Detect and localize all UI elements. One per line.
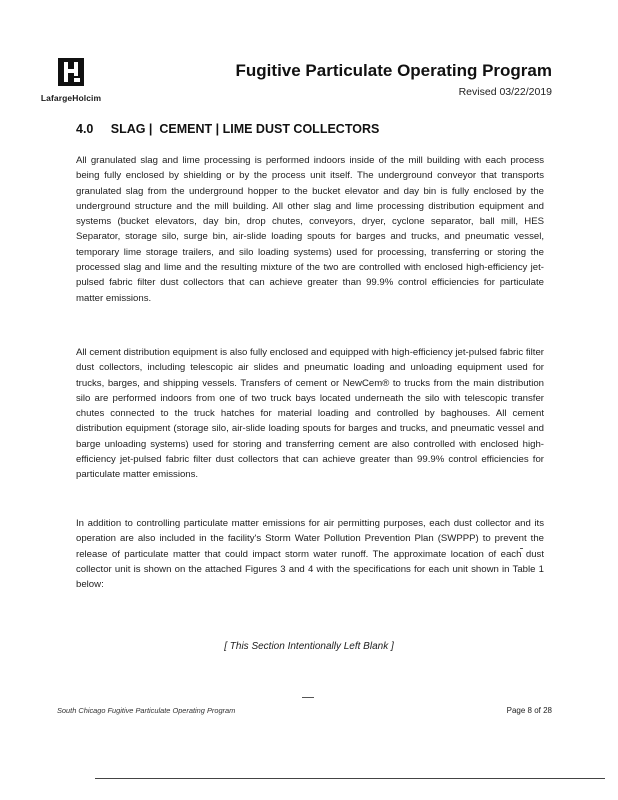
scan-speck [520, 548, 523, 549]
footer-document-name: South Chicago Fugitive Particulate Operating Program [57, 706, 236, 715]
scan-edge-line [95, 778, 605, 779]
scan-speck [302, 697, 314, 698]
page-number: Page 8 of 28 [506, 706, 552, 715]
logo-wordmark: LafargeHolcim [40, 93, 102, 103]
paragraph-cement: All cement distribution equipment is also fully enclosed and equipped with high-efficiency jet-pulsed fabric filter dust collectors, including telescopic air slides and pneumatic loading and unloading equipment used for trucks, barges, and shipping vessels. Transfers of cement or NewCem® to trucks from the main distribution silo are performed indoors from one of two truck bays located underneath the silo with telescopic transfer chutes connected to the truck hatches for material loading and controlled by baghouses. All cement distribution equipment (storage silo, air-slide loading spouts for barges and trucks, and pneumatic vessel and barge unloading systems) used for storing and transferring cement are also controlled with enclosed high-efficiency jet-pulsed fabric filter dust collectors that can achieve greater than 99.9% control efficiencies for particulate matter emissions. [76, 347, 544, 481]
revision-date: Revised 03/22/2019 [458, 86, 552, 98]
section-heading: 4.0 SLAG | CEMENT | LIME DUST COLLECTORS [76, 122, 380, 136]
paragraph-slag-lime: All granulated slag and lime processing is performed indoors inside of the mill building with each process being fully enclosed by shielding or by the process unit itself. The underground conveyor that transports granulated slag from the underground hopper to the bucket elevator and day bin is fully enclosed by the underground structure and the mill building. All other slag and lime processing distribution equipment and systems (bucket elevators, day bin, drop chutes, conveyors, dryer, cyclone separator, ball mill, HES Separator, storage silo, surge bin, air-slide loading spouts for barges and trucks, and pneumatic vessel, temporary lime storage trailers, and silo loading systems) used for processing, transferring or storing the processed slag and lime and the resulting mixture of the two are controlled with enclosed high-efficiency jet-pulsed fabric filter dust collectors that can achieve greater than 99.9% control efficiencies for particulate matter emissions. [76, 155, 544, 304]
company-logo [30, 58, 112, 103]
lafargeholcim-logo-icon [58, 58, 84, 86]
paragraph-swppp: In addition to controlling particulate matter emissions for air permitting purposes, each dust collector and its operation are also included in the facility's Storm Water Pollution Prevention Plan (SWPPP) to prevent the release of particulate matter that could impact storm water runoff. The approximate location of each dust collector unit is shown on the attached Figures 3 and 4 with the specifications for each unit shown in Table 1 below: [76, 518, 544, 591]
intentionally-blank-note: [ This Section Intentionally Left Blank ] [224, 641, 394, 652]
document-title: Fugitive Particulate Operating Program [235, 61, 552, 80]
